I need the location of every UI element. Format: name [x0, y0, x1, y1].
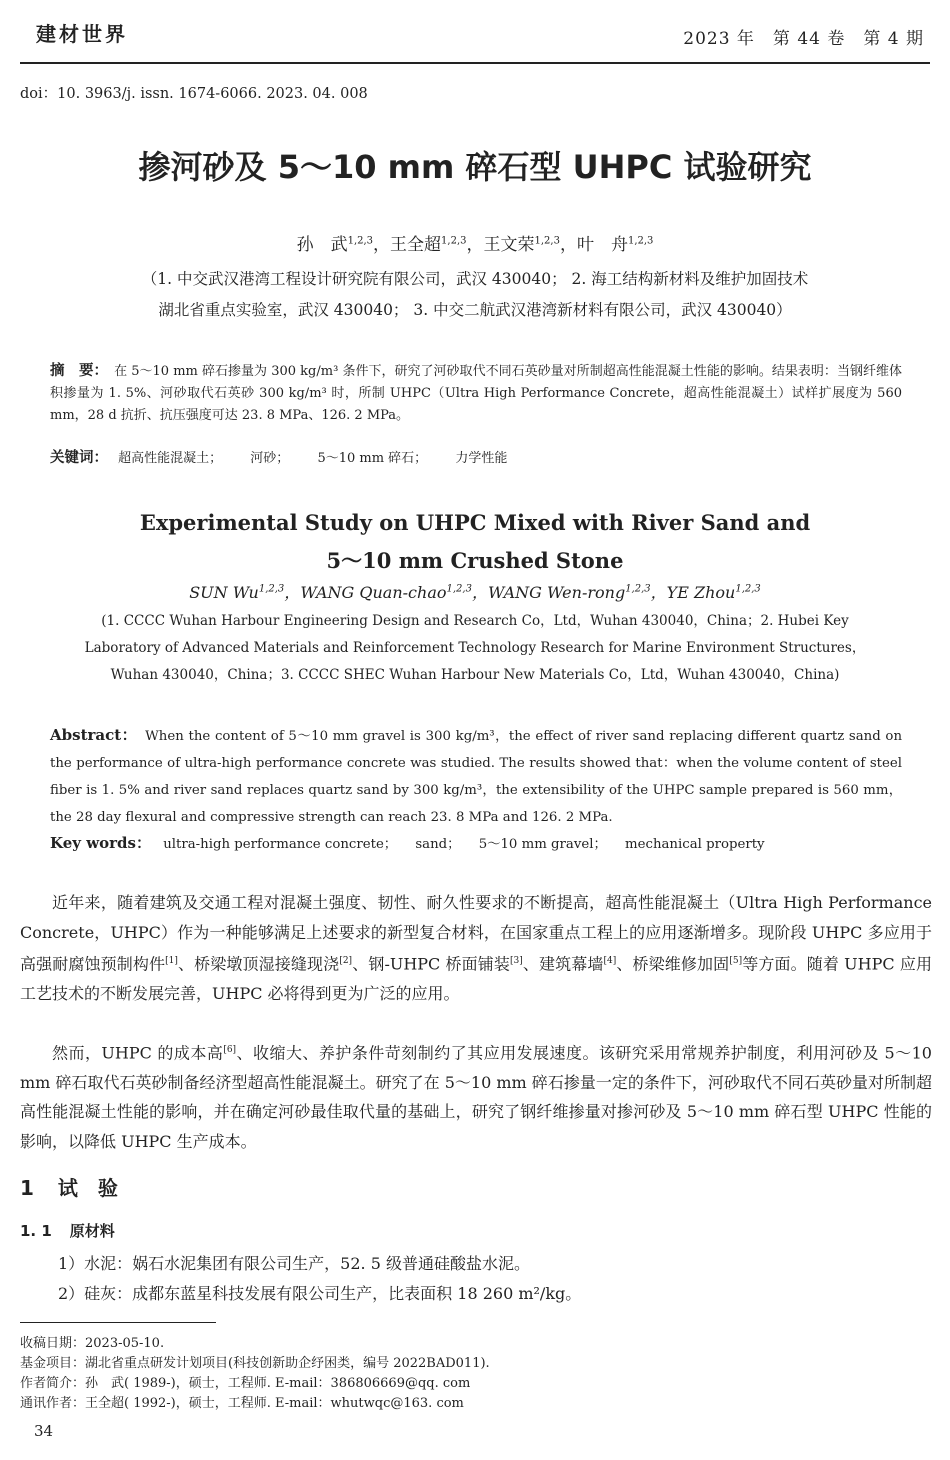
keyword: ultra-high performance concrete； [163, 837, 398, 852]
author-name: 王全超 [390, 235, 442, 255]
keywords-zh [50, 446, 531, 467]
english-title-line: Experimental Study on UHPC Mixed with River Sand and [139, 510, 811, 535]
citation: [6] [223, 1045, 237, 1055]
keyword: mechanical property [625, 837, 765, 852]
section-heading [20, 1172, 118, 1201]
issue-info: 2023 年 第 44 卷 第 4 期 [683, 29, 924, 49]
body-paragraph [20, 1036, 932, 1156]
english-author-list: SUN Wu$^{1,2,3}$，WANG Quan-chao$^{1,2,3}$，WANG Wen-rong$^{1,2,3}$，YE Zhou$^{1,2,3}$ [189, 583, 761, 602]
author-affiliation-marker: 1,2,3 [446, 583, 472, 595]
author-affiliation-marker: 1,2,3 [258, 583, 285, 595]
english-affiliation-line: Wuhan 430040，China；3. CCCC SHEC Wuhan Harbour New Materials Co，Ltd，Wuhan 430040，China) [110, 667, 840, 683]
keyword: 河砂； [250, 451, 290, 466]
author-affiliation-marker: 1,2,3 [441, 235, 467, 247]
paragraph-text: 、桥梁维修加固 [616, 954, 730, 974]
page-number: 34 [34, 1422, 54, 1440]
keyword: sand； [415, 837, 461, 852]
subsection-heading [20, 1220, 115, 1241]
keyword: 力学性能 [455, 451, 508, 466]
author-affiliation-marker: 1,2,3 [627, 235, 654, 247]
footnote: 通讯作者：王全超( 1992-)，硕士，工程师. E-mail：whutwqc@163. com [20, 1396, 464, 1411]
author-affiliation-marker: 1,2,3 [534, 235, 560, 247]
journal-logo: 建材世界 [36, 22, 128, 46]
abstract-en-label: Abstract： [50, 726, 138, 744]
header-divider [20, 62, 930, 64]
keyword: 超高性能混凝土； [118, 451, 223, 466]
abstract-zh-label: 摘 要： [50, 363, 109, 379]
doi: doi：10. 3963/j. issn. 1674-6066. 2023. 04. 008 [20, 86, 368, 102]
citation: [3] [510, 956, 523, 966]
footnote: 作者简介：孙 武( 1989-)，硕士，工程师. E-mail：386806669@qq. com [20, 1376, 471, 1391]
footnote-divider [20, 1322, 216, 1323]
keyword: 5～10 mm 碎石； [317, 451, 428, 466]
citation: [1] [165, 956, 178, 966]
body-paragraph [20, 888, 932, 1008]
english-author-name: YE Zhou [666, 583, 736, 602]
abstract-en [50, 722, 902, 831]
citation: [2] [339, 956, 353, 966]
author-name: 孙 武 [296, 235, 348, 255]
paragraph-text: 、建筑幕墙 [522, 954, 604, 974]
subsection-title: 原材料 [69, 1222, 115, 1240]
paragraph-text: 近年来，随着建筑及交通工程对混凝土强度、韧性、耐久性要求的不断提高，超高性能混凝土（Ultra High Performance Concrete，UHPC）作为一种能够满足上述要求的新型复合材料，在国家重点工程上的应用逐渐增多。现阶段 UHPC 多应用于高强耐腐蚀预制构件 [20, 893, 932, 974]
author-affiliation-marker: 1,2,3 [735, 583, 761, 595]
paragraph-text: 等方面。随着 UHPC 应用工艺技术的不断发展完善，UHPC 必将得到更为广泛的应用。 [20, 954, 932, 1003]
english-title-line: 5～10 mm Crushed Stone [326, 548, 624, 573]
english-author-name: WANG Quan-chao [300, 583, 447, 602]
author-affiliation-marker: 1,2,3 [625, 583, 651, 595]
english-author-name: SUN Wu [189, 583, 259, 602]
abstract-zh-text: 在 5～10 mm 碎石掺量为 300 kg/m³ 条件下，研究了河砂取代不同石英砂量对所制超高性能混凝土性能的影响。结果表明：当钢纤维体积掺量为 1. 5%、河砂取代石英砂 300 kg/m³ 时，所制 UHPC（Ultra High Performance Concrete，超高性能混凝土）试样扩展度为 560 mm，28 d 抗折、抗压强度可达 23. 8 MPa、126. 2 MPa。 [50, 364, 902, 423]
section-title: 试 验 [57, 1176, 118, 1200]
author-name: 王文荣 [483, 235, 535, 255]
subsection-number: 1. 1 [20, 1222, 52, 1240]
keyword: 5～10 mm gravel； [478, 837, 607, 852]
affiliation-line: 湖北省重点实验室，武汉 430040； 3. 中交二航武汉港湾新材料有限公司，武汉 430040） [158, 301, 792, 319]
paragraph-text: 、桥梁墩顶湿接缝现浇 [177, 954, 340, 974]
author-list: 孙 武$^{1,2,3}$，王全超$^{1,2,3}$，王文荣$^{1,2,3}$，叶 舟$^{1,2,3}$ [296, 235, 654, 255]
material-item: 2）硅灰：成都东蓝星科技发展有限公司生产，比表面积 18 260 m²/kg。 [58, 1284, 582, 1303]
footnote: 收稿日期：2023-05-10. [20, 1336, 165, 1351]
keywords-en-label: Key words： [50, 834, 151, 852]
english-affiliation-line: (1. CCCC Wuhan Harbour Engineering Design and Research Co，Ltd，Wuhan 430040，China；2. Hubei Key [101, 613, 849, 629]
keywords-zh-label: 关键词： [50, 450, 108, 466]
affiliation-line: （1. 中交武汉港湾工程设计研究院有限公司，武汉 430040； 2. 海工结构新材料及维护加固技术 [141, 270, 809, 288]
paragraph-text: 然而，UHPC 的成本高 [52, 1043, 224, 1063]
author-affiliation-marker: 1,2,3 [347, 235, 374, 247]
section-number: 1 [20, 1176, 34, 1200]
footnote: 基金项目：湖北省重点研发计划项目(科技创新助企纾困类，编号 2022BAD011). [20, 1356, 490, 1371]
english-affiliation-line: Laboratory of Advanced Materials and Reinforcement Technology Research for Marine Environment Structures， [84, 640, 866, 656]
paragraph-text: 、收缩大、养护条件苛刻制约了其应用发展速度。该研究采用常规养护制度，利用河砂及 5～10 mm 碎石取代石英砂制备经济型超高性能混凝土。研究了在 5～10 mm 碎石掺量一定的条件下，河砂取代不同石英砂量对所制超高性能混凝土性能的影响，并在确定河砂最佳取代量的基础上，研究了钢纤维掺量对掺河砂及 5～10 mm 碎石型 UHPC 性能的影响，以降低 UHPC 生产成本。 [20, 1043, 932, 1151]
english-author-name: WANG Wen-rong [487, 583, 626, 602]
paper-title: 掺河砂及 5～10 mm 碎石型 UHPC 试验研究 [138, 148, 812, 186]
abstract-zh [50, 360, 902, 427]
abstract-en-text: When the content of 5～10 mm gravel is 300 kg/m³，the effect of river sand replacing different quartz sand on the performance of ultra-high performance concrete was studied. The results showed that：when the volume content of steel fiber is 1. 5% and river sand replaces quartz sand by 300 kg/m³，the extensibility of the UHPC sample prepared is 560 mm，the 28 day flexural and compressive strength can reach 23. 8 MPa and 126. 2 MPa. [50, 729, 903, 825]
citation: [5] [729, 956, 743, 966]
keywords-en [50, 832, 779, 853]
material-item: 1）水泥：娲石水泥集团有限公司生产，52. 5 级普通硅酸盐水泥。 [58, 1254, 530, 1273]
author-name: 叶 舟 [576, 235, 628, 255]
citation: [4] [603, 956, 617, 966]
paragraph-text: 、钢-UHPC 桥面铺装 [352, 954, 511, 974]
